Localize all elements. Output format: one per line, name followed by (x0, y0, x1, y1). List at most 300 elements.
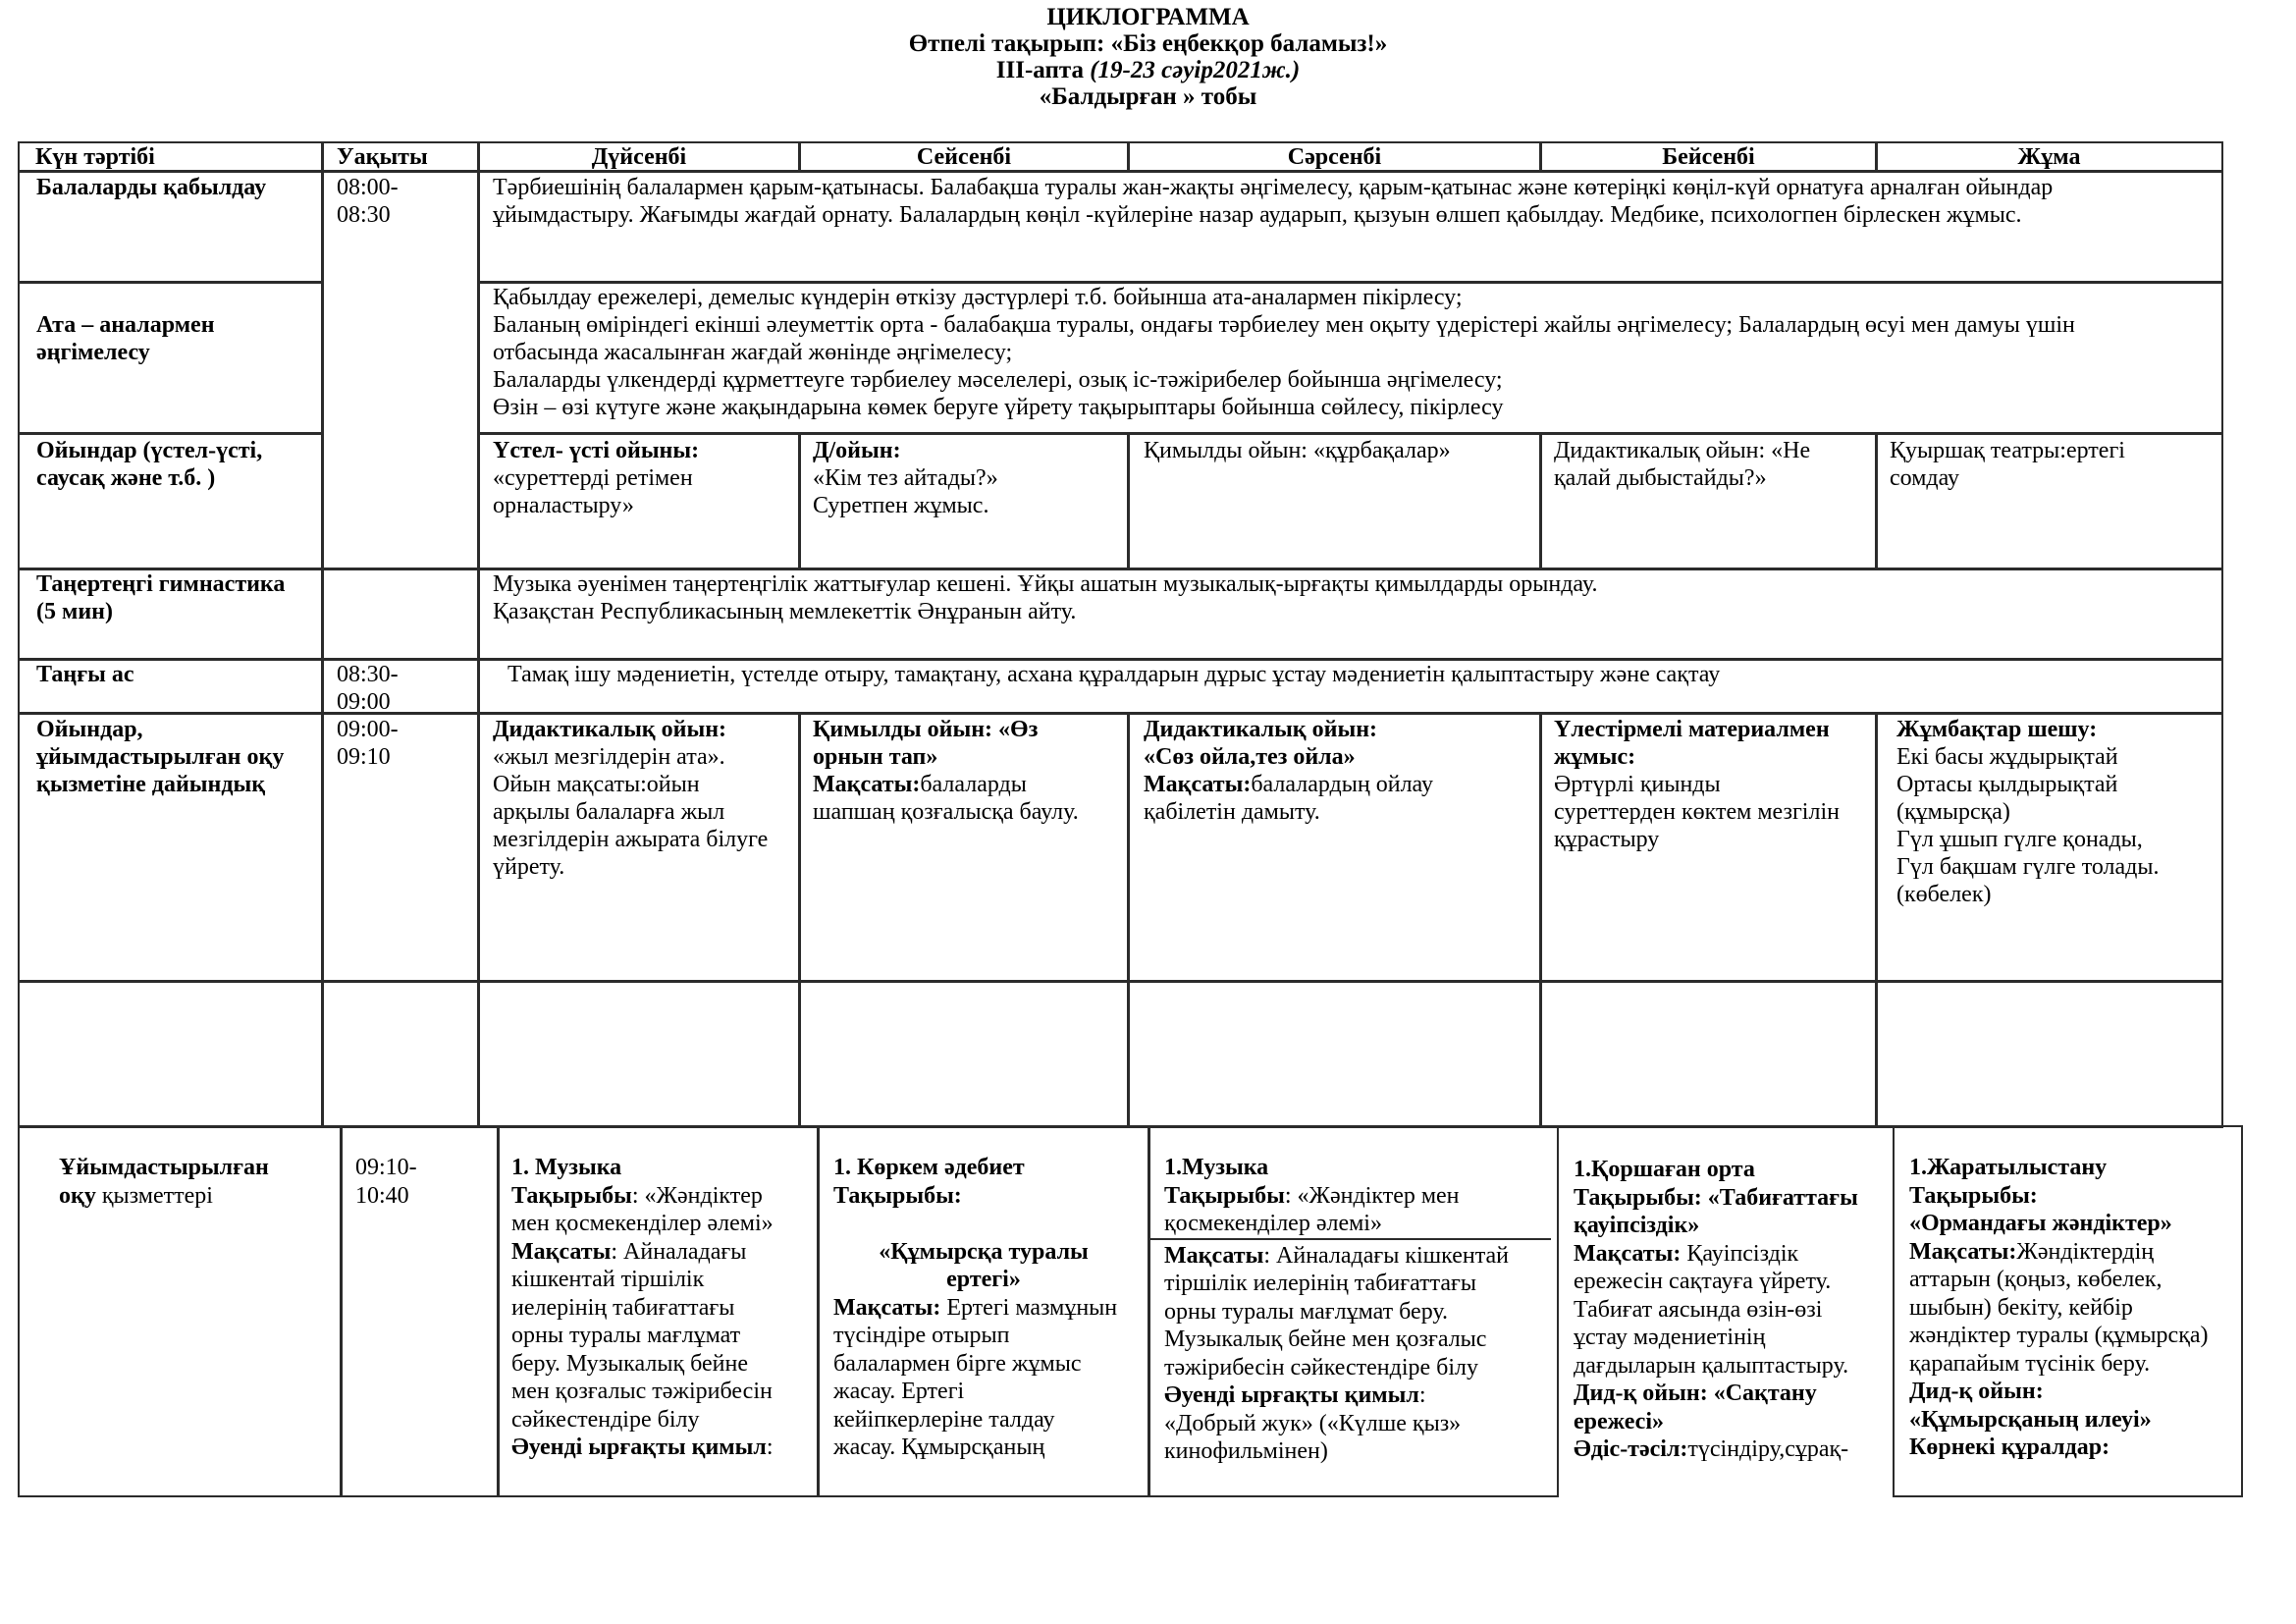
text-line (1554, 771, 1876, 798)
bold-text-run: орнын тап» (813, 744, 938, 770)
text-run: Музыка әуенімен таңертеңгілік жаттығулар кешені. Ұйқы ашатын музыкалық-ырғақты қимылдарды орындау. (493, 571, 1598, 597)
text-line (1164, 1242, 1557, 1271)
text-line (1554, 798, 1876, 826)
text-line (1909, 1406, 2241, 1435)
text-run: Жәндіктердің (2016, 1238, 2155, 1265)
row-content-gymnastics (477, 568, 2223, 661)
text-line (511, 1266, 818, 1294)
empty-cell (1127, 980, 1542, 1128)
bold-text-run: «Құмырсқаның илеуі» (1909, 1406, 2152, 1433)
empty-cell (477, 980, 801, 1128)
text-line (337, 688, 478, 715)
day-text (1541, 434, 1876, 492)
bold-text-run: 1.Жаратылыстану (1909, 1155, 2108, 1180)
header-cell-monday (477, 141, 801, 173)
bold-text-run: Ата – аналармен (36, 312, 215, 338)
group-name: «Балдырған » тобы (1039, 83, 1257, 110)
text-line (493, 853, 799, 881)
text-line (1909, 1154, 2241, 1182)
bold-text-run: Таңертеңгі гимнастика (36, 571, 286, 597)
text-line (1574, 1352, 1896, 1380)
text-line (36, 339, 322, 366)
day-text (800, 714, 1128, 826)
text-run: аттарын (қоңыз, көбелек, (1909, 1267, 2163, 1292)
bold-text-run: Дид-қ ойын: (1909, 1379, 2044, 1404)
organized-tuesday (817, 1125, 1150, 1497)
text-run: Музыкалық бейне мен қозғалыс (1164, 1326, 1487, 1352)
text-line (493, 394, 2221, 421)
header-label: Дүйсенбі (591, 144, 687, 170)
row-label-text (20, 434, 322, 492)
text-line (1164, 1182, 1557, 1211)
text-run: тәжірибесін сәйкестендіре білу (1164, 1354, 1479, 1380)
text-run: Тамақ ішу мәдениетін, үстелде отыру, тамақтану, асхана құралдарын дұрыс ұстау мәдениетін қалыптастыру және сақтау (507, 662, 1721, 687)
text-run: : (1418, 1382, 1426, 1408)
row-label-reception (18, 170, 324, 284)
text-line (833, 1322, 1148, 1350)
week-dates: (19-23 сәуір2021ж.) (1090, 57, 1301, 83)
text-line (337, 174, 478, 201)
row-content-breakfast (477, 658, 2223, 715)
text-run: дағдыларын қалыптастыру. (1574, 1352, 1849, 1379)
text-line (1554, 716, 1876, 743)
day-text (1149, 1127, 1557, 1466)
text-line (833, 1378, 1148, 1406)
text-line (1144, 437, 1540, 464)
text-line (511, 1322, 818, 1350)
text-line (813, 798, 1128, 826)
text-run: сәйкестендіре білу (511, 1406, 700, 1433)
row-label-text (20, 283, 322, 366)
header-label: Күн тәртібі (35, 144, 155, 170)
row-content-text (479, 569, 2221, 625)
bold-text-run: Әуенді ырғақты қимыл (511, 1435, 767, 1460)
text-line (1909, 1294, 2241, 1323)
text-line (36, 716, 322, 743)
text-line (833, 1154, 1148, 1182)
text-line (493, 826, 799, 853)
bold-text-run: Мақсаты: (1909, 1238, 2017, 1265)
row-label-breakfast (18, 658, 324, 715)
text-line (1896, 798, 2221, 826)
time-text (342, 1127, 498, 1210)
text-run: құрастыру (1554, 827, 1660, 852)
bold-text-run: Жұмбақтар шешу: (1896, 717, 2098, 742)
text-run: Қабылдау ережелері, демелыс күндерін өткізу дәстүрлері т.б. бойынша ата-аналармен пікірлесу; (493, 285, 1463, 310)
text-line (1909, 1350, 2241, 1379)
text-run: Гүл ұшып гүлге қонады, (1896, 827, 2143, 852)
text-line (36, 771, 322, 798)
empty-cell (1539, 980, 1878, 1128)
text-run: мезгілдерін ажырата білуге (493, 827, 769, 852)
text-line (507, 661, 2221, 688)
day-text (479, 434, 799, 519)
bold-text-run: Мақсаты (1164, 1242, 1264, 1269)
bold-text-run: саусақ және т.б. ) (36, 465, 216, 491)
header-label: Жұма (2017, 144, 2081, 170)
text-line (493, 492, 799, 519)
text-line (36, 743, 322, 771)
row-label-gymnastics (18, 568, 324, 661)
text-line (511, 1210, 818, 1238)
text-line (493, 464, 799, 492)
text-run: Ортасы қылдырықтай (1896, 772, 2118, 797)
text-run: 09:00- (337, 717, 399, 742)
text-line (59, 1182, 341, 1211)
text-run: ұстау мәдениетінің (1574, 1325, 1766, 1350)
text-run: 08:00- (337, 175, 399, 200)
preparation-wednesday (1127, 712, 1542, 983)
text-run: 09:10 (337, 744, 391, 770)
document-title-block (0, 4, 2296, 110)
bold-text-run: ертегі» (946, 1267, 1021, 1292)
row-label-preparation (18, 712, 324, 983)
text-run: «жыл мезгілдерін ата». (493, 744, 725, 770)
text-run: Балаларды үлкендерді құрметтеуге тәрбиелеу мәселелері, озық іс-тәжірибелер бойынша әңгімелесу; (493, 367, 1503, 393)
text-line (355, 1182, 498, 1211)
text-line (1890, 437, 2221, 464)
text-run: үйрету. (493, 854, 565, 880)
blank-line (833, 1210, 1148, 1238)
time-text (323, 172, 478, 229)
row-content-text (479, 660, 2221, 688)
bold-text-run: Үлестірмелі материалмен (1554, 717, 1830, 742)
row-label-text (20, 714, 322, 798)
bold-text-run: 1. Музыка (511, 1155, 622, 1180)
text-line (511, 1154, 818, 1182)
text-line (1909, 1238, 2241, 1267)
header-label: Бейсенбі (1662, 144, 1755, 170)
text-line (36, 464, 322, 492)
day-text (499, 1127, 818, 1462)
week-label: ІІІ-апта (995, 57, 1091, 83)
text-line (1909, 1182, 2241, 1211)
header-cell-friday (1875, 141, 2223, 173)
text-run: «суреттерді ретімен (493, 465, 693, 491)
text-line (1896, 853, 2221, 881)
row-label-text (20, 1127, 341, 1210)
time-text (323, 660, 478, 715)
text-line (337, 201, 478, 229)
bold-text-run: Ойындар, (36, 717, 143, 742)
bold-text-run: қауіпсіздік» (1574, 1213, 1700, 1238)
text-line (1574, 1324, 1896, 1352)
text-line (1554, 464, 1876, 492)
text-run: жасау. Құмырсқаның (833, 1435, 1045, 1460)
lesson-heading (833, 1154, 1148, 1210)
text-run: орны туралы мағлұмат (511, 1323, 741, 1348)
text-run: түсіндіру,сұрақ- (1687, 1436, 1849, 1462)
bold-text-run: Үстел- үсті ойыны: (493, 438, 700, 463)
text-line (493, 339, 2221, 366)
bold-text-run: Таңғы ас (36, 662, 134, 687)
text-line (813, 771, 1128, 798)
text-line (511, 1378, 818, 1406)
text-line (1896, 881, 2221, 908)
text-run: кинофильмінен) (1164, 1438, 1328, 1464)
bold-text-run: 1.Музыка (1164, 1155, 1269, 1180)
bold-text-run: Мақсаты: (813, 772, 921, 797)
text-line (1164, 1154, 1557, 1182)
games-friday (1875, 432, 2223, 570)
document-heading: ЦИКЛОГРАММА (1046, 4, 1250, 30)
text-run: Қуыршақ театры:ертегі (1890, 438, 2125, 463)
bold-text-run: Қимылды ойын: «Өз (813, 717, 1039, 742)
text-line (833, 1406, 1148, 1435)
organized-monday (497, 1125, 820, 1497)
text-run: 08:30 (337, 202, 391, 228)
text-line (1144, 743, 1540, 771)
text-run: сомдау (1890, 465, 1960, 491)
text-line (511, 1350, 818, 1379)
organized-friday (1893, 1125, 2243, 1497)
text-line (1896, 716, 2221, 743)
text-run: Суретпен жұмыс. (813, 493, 989, 518)
text-run: ережесін сақтауға үйрету. (1574, 1269, 1832, 1294)
text-run: суреттерден көктем мезгілін (1554, 799, 1840, 825)
text-line (36, 570, 322, 598)
header-cell-daily-routine (18, 141, 324, 173)
text-line (355, 1154, 498, 1182)
bold-text-run: Дидактикалық ойын: (1144, 717, 1378, 742)
text-line (36, 598, 322, 625)
text-run: иелерінің табиғаттағы (511, 1294, 735, 1321)
header-label: Уақыты (337, 144, 428, 170)
text-run: жәндіктер туралы (құмырсқа) (1909, 1323, 2209, 1348)
text-run: түсіндіре отырып (833, 1323, 1010, 1348)
text-line (511, 1238, 818, 1267)
day-text (1129, 714, 1540, 826)
text-line (813, 492, 1128, 519)
text-line (1164, 1298, 1557, 1326)
bold-text-run: Мақсаты: (833, 1294, 941, 1321)
empty-cell (321, 980, 480, 1128)
time-cell-breakfast (321, 658, 480, 715)
text-run: (құмырсқа) (1896, 799, 2010, 825)
row-content-text (479, 283, 2221, 421)
text-run: Қимылды ойын: «құрбақалар» (1144, 438, 1451, 463)
text-line (1896, 743, 2221, 771)
text-run: 09:00 (337, 689, 391, 715)
bold-text-run: қызметіне дайындық (36, 772, 266, 797)
bold-text-run: ережесі» (1574, 1408, 1665, 1435)
text-run: Өзін – өзі күтуге және жақындарына көмек беруге үйрету тақырыптары бойынша сөйлесу, пікірлесу (493, 395, 1504, 420)
text-line (493, 366, 2221, 394)
header-label: Сейсенбі (916, 144, 1012, 170)
bold-text-run: «Құмырсқа туралы (879, 1238, 1089, 1265)
day-text (1541, 714, 1876, 853)
text-line (1909, 1210, 2241, 1238)
text-line (1890, 464, 2221, 492)
bold-text-run: Дидактикалық ойын: (493, 717, 727, 742)
bold-text-run: Тақырыбы: (1909, 1182, 2038, 1209)
text-line (36, 174, 322, 201)
text-line (813, 743, 1128, 771)
text-run: Әртүрлі қиынды (1554, 772, 1721, 797)
day-text (819, 1127, 1148, 1462)
time-text (323, 714, 478, 771)
text-line (1574, 1268, 1896, 1296)
text-run: : «Жәндіктер мен (1284, 1182, 1460, 1209)
text-line (493, 716, 799, 743)
text-run: : «Жәндіктер (631, 1182, 763, 1209)
empty-cell (18, 980, 324, 1128)
text-run: 08:30- (337, 662, 399, 687)
organized-thursday (1556, 1125, 1896, 1497)
header-cell-tuesday (798, 141, 1130, 173)
text-line (493, 201, 2221, 229)
text-line (819, 1266, 1148, 1294)
text-line (337, 716, 478, 743)
text-line (1144, 771, 1540, 798)
text-run: жасау. Ертегі (833, 1379, 965, 1404)
bold-text-run: Әуенді ырғақты қимыл (1164, 1382, 1419, 1408)
text-line (493, 311, 2221, 339)
text-line (59, 1154, 341, 1182)
lesson-body (833, 1294, 1148, 1462)
text-line (493, 771, 799, 798)
text-line (493, 598, 2221, 625)
time-cell-reception (321, 170, 480, 570)
text-line (1554, 743, 1876, 771)
text-line (1574, 1408, 1896, 1436)
text-line (1164, 1437, 1557, 1466)
text-run: шапшаң қозғалысқа баулу. (813, 799, 1079, 825)
text-line (337, 743, 478, 771)
row-label-text (20, 172, 322, 201)
preparation-tuesday (798, 712, 1130, 983)
header-cell-time (321, 141, 480, 173)
text-run: ұйымдастыру. Жағымды жағдай орнату. Балалардың көңіл -күйлеріне назар аударып, қызуын өлшеп қабылдау. Медбике, психологпен бірлескен жұмыс. (493, 202, 2022, 228)
text-line (337, 661, 478, 688)
bold-text-run: 1.Қоршаған орта (1574, 1157, 1755, 1182)
bold-text-run: Мақсаты: (1144, 772, 1252, 797)
text-line (1164, 1210, 1557, 1238)
text-line (833, 1350, 1148, 1379)
text-line (1574, 1184, 1896, 1213)
text-line (1554, 826, 1876, 853)
text-run: 09:10- (355, 1155, 417, 1180)
text-run: Гүл бақшам гүлге толады. (1896, 854, 2160, 880)
text-run: мен қосмекенділер әлемі» (511, 1211, 774, 1236)
time-cell-preparation (321, 712, 480, 983)
text-run: : Айналадағы кішкентай (1263, 1242, 1509, 1269)
text-run: қызметтері (95, 1182, 213, 1209)
text-run: балалардың ойлау (1251, 772, 1433, 797)
text-line (1574, 1435, 1896, 1464)
text-line (813, 464, 1128, 492)
text-run: шыбын) бекіту, кейбір (1909, 1294, 2133, 1321)
text-line (493, 798, 799, 826)
text-run: : (766, 1435, 774, 1460)
row-content-reception (477, 170, 2223, 284)
bold-text-run: Мақсаты: (1574, 1240, 1682, 1267)
text-line (833, 1294, 1148, 1323)
preparation-friday (1875, 712, 2223, 983)
text-run: Қазақстан Республикасының мемлекеттік Әнұранын айту. (493, 599, 1077, 624)
organized-time-cell (340, 1125, 500, 1497)
bold-text-run: Тақырыбы (511, 1182, 632, 1209)
text-run: Ертегі мазмұнын (940, 1294, 1118, 1321)
text-line (36, 437, 322, 464)
header-cell-thursday (1539, 141, 1878, 173)
text-run: мен қозғалыс тәжірибесін (511, 1379, 773, 1404)
lesson-topic (1164, 1154, 1557, 1238)
text-run: беру. Музыкалық бейне (511, 1350, 748, 1377)
bold-text-run: әңгімелесу (36, 340, 150, 365)
text-run: Екі басы жұдырықтай (1896, 744, 2118, 770)
text-run: қабілетін дамыту. (1144, 799, 1320, 825)
text-line (1896, 826, 2221, 853)
bold-text-run: Тақырыбы: «Табиғаттағы (1574, 1184, 1858, 1211)
text-run: : Айналадағы (611, 1238, 747, 1265)
bold-text-run: Көрнекі құралдар: (1909, 1435, 2110, 1460)
text-line (1164, 1326, 1557, 1354)
row-content-text (479, 172, 2221, 229)
text-line (813, 716, 1128, 743)
organized-label-cell (18, 1125, 343, 1497)
text-line (1896, 771, 2221, 798)
bold-text-run: 1. Көркем әдебиет (833, 1155, 1025, 1180)
preparation-thursday (1539, 712, 1878, 983)
row-content-parents (477, 281, 2223, 435)
bold-text-run: Әдіс-тәсіл: (1574, 1436, 1688, 1462)
text-line (813, 437, 1128, 464)
text-line (511, 1294, 818, 1323)
bold-text-run: Тақырыбы: (833, 1182, 962, 1209)
games-wednesday (1127, 432, 1542, 570)
day-text (1877, 714, 2221, 908)
lesson-title (819, 1238, 1148, 1294)
games-tuesday (798, 432, 1130, 570)
week-line (0, 57, 2296, 83)
text-line (1144, 716, 1540, 743)
bold-text-run: Дид-қ ойын: «Сақтану (1574, 1380, 1817, 1406)
text-run: қосмекенділер әлемі» (1164, 1211, 1382, 1236)
empty-cell (1875, 980, 2223, 1128)
bold-text-run: Балаларды қабылдау (36, 175, 267, 200)
text-line (1909, 1378, 2241, 1406)
text-run: Табиғат аясында өзін-өзі (1574, 1296, 1823, 1323)
bold-text-run: ұйымдастырылған оқу (36, 744, 285, 770)
text-run: (көбелек) (1896, 882, 1992, 907)
text-run: орналастыру» (493, 493, 634, 518)
games-thursday (1539, 432, 1878, 570)
text-line (833, 1434, 1148, 1462)
bold-text-run: Ұйымдастырылған (59, 1155, 269, 1180)
text-line (493, 743, 799, 771)
text-line (1554, 437, 1876, 464)
text-run: балаларды (920, 772, 1027, 797)
text-line (833, 1182, 1148, 1211)
day-text (1129, 434, 1540, 464)
text-line (493, 284, 2221, 311)
day-text (1556, 1127, 1896, 1464)
text-line (1574, 1212, 1896, 1240)
text-line (1164, 1354, 1557, 1382)
row-label-text (20, 660, 322, 688)
bold-text-run: Мақсаты (511, 1238, 612, 1265)
text-line (511, 1434, 818, 1462)
text-line (493, 570, 2221, 598)
bold-text-run: Тақырыбы (1164, 1182, 1285, 1209)
header-label: Сәрсенбі (1287, 144, 1382, 170)
text-run: орны туралы мағлұмат беру. (1164, 1298, 1448, 1325)
organized-wednesday (1148, 1125, 1559, 1497)
text-run: 10:40 (355, 1182, 409, 1209)
text-line (1574, 1156, 1896, 1184)
bold-text-run: Ойындар (үстел-үсті, (36, 438, 263, 463)
